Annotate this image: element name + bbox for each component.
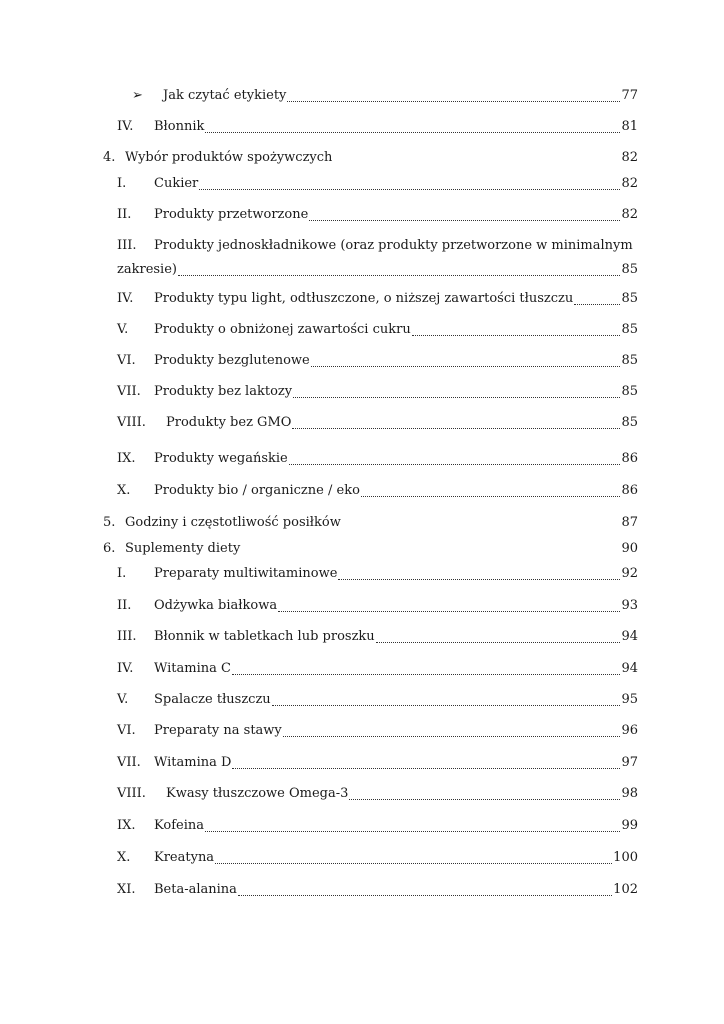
dot-leader [215,863,612,864]
toc-entry[interactable] [117,661,638,679]
toc-entry[interactable] [117,882,638,900]
entry-number: V. [117,322,129,337]
dot-leader [349,799,620,800]
entry-page-number: 87 [621,515,638,530]
entry-number: VI. [117,723,136,738]
entry-number: III. [117,629,137,644]
dot-leader [205,132,620,133]
toc-entry[interactable] [117,598,638,616]
entry-number: X. [117,850,131,865]
entry-page-number: 93 [621,598,638,613]
entry-page-number: 92 [621,566,638,581]
entry-title: Produkty bez GMO [166,415,292,430]
entry-number: VIII. [117,415,146,430]
entry-number: V. [117,692,129,707]
entry-title: Witamina C [154,661,231,676]
entry-page-number: 94 [621,661,638,676]
entry-number: VII. [117,755,141,770]
entry-title: Produkty wegańskie [154,451,288,466]
dot-leader [199,189,620,190]
toc-entry[interactable] [117,850,638,868]
entry-number: I. [117,566,127,581]
entry-title: Błonnik [154,119,205,134]
toc-chapter-entry[interactable] [103,515,638,533]
entry-title: Odżywka białkowa [154,598,278,613]
toc-entry[interactable] [117,384,638,402]
entry-number: VI. [117,353,136,368]
dot-leader [338,579,620,580]
entry-number: IV. [117,291,134,306]
toc-entry[interactable] [117,451,638,469]
toc-entry[interactable] [117,566,638,584]
entry-page-number: 86 [621,451,638,466]
toc-entry[interactable] [117,483,638,501]
entry-page-number: 96 [621,723,638,738]
entry-number: 5. [103,515,116,530]
entry-page-number: 85 [621,322,638,337]
toc-entry[interactable] [117,723,638,741]
entry-number: 4. [103,150,116,165]
dot-leader [205,831,620,832]
toc-entry[interactable] [117,818,638,836]
entry-title: Błonnik w tabletkach lub proszku [154,629,375,644]
toc-entry[interactable] [117,322,638,340]
dot-leader [289,464,621,465]
entry-title: Jak czytać etykiety [163,88,287,103]
entry-page-number: 85 [621,415,638,430]
toc-entry[interactable] [117,755,638,773]
entry-title: Kofeina [154,818,204,833]
entry-title: Produkty jednoskładnikowe (oraz produkty przetworzone w minimalnym [154,238,633,253]
dot-leader [311,366,621,367]
entry-page-number: 100 [613,850,638,865]
entry-title-continued: zakresie) [117,262,177,277]
entry-page-number: 90 [621,541,638,556]
entry-title: Produkty bio / organiczne / eko [154,483,360,498]
entry-title: Preparaty na stawy [154,723,282,738]
toc-entry[interactable] [117,291,638,309]
arrow-bullet-icon: ➢ [132,88,143,103]
toc-entry[interactable] [117,415,638,433]
dot-leader [361,496,621,497]
entry-number: II. [117,207,132,222]
toc-entry[interactable] [117,692,638,710]
dot-leader [272,705,621,706]
entry-title: Cukier [154,176,199,191]
entry-page-number: 85 [621,291,638,306]
dot-leader [278,611,620,612]
dot-leader [178,275,620,276]
entry-number: VIII. [117,786,146,801]
dot-leader [283,736,621,737]
entry-number: II. [117,598,132,613]
entry-page-number: 81 [621,119,638,134]
toc-entry[interactable] [117,238,638,280]
entry-number: III. [117,238,137,253]
entry-title: Wybór produktów spożywczych [125,150,333,165]
dot-leader [292,428,620,429]
entry-page-number: 97 [621,755,638,770]
toc-entry[interactable] [117,629,638,647]
entry-number: 6. [103,541,116,556]
entry-page-number: 82 [621,207,638,222]
toc-entry[interactable] [117,119,638,137]
entry-page-number: 102 [613,882,638,897]
entry-page-number: 82 [621,150,638,165]
toc-chapter-entry[interactable] [103,541,638,559]
entry-number: IX. [117,818,136,833]
dot-leader [412,335,621,336]
toc-entry[interactable] [132,88,638,106]
entry-title: Produkty typu light, odtłuszczone, o niższej zawartości tłuszczu [154,291,574,306]
entry-title: Produkty bezglutenowe [154,353,310,368]
entry-page-number: 77 [621,88,638,103]
entry-page-number: 99 [621,818,638,833]
entry-title: Produkty bez laktozy [154,384,293,399]
entry-title: Beta-alanina [154,882,237,897]
dot-leader [232,674,621,675]
entry-title: Produkty przetworzone [154,207,309,222]
dot-leader [287,101,620,102]
toc-entry[interactable] [117,176,638,194]
dot-leader [309,220,620,221]
entry-number: IV. [117,661,134,676]
entry-title: Kwasy tłuszczowe Omega-3 [166,786,349,801]
toc-entry[interactable] [117,353,638,371]
entry-title: Preparaty multiwitaminowe [154,566,338,581]
entry-page-number: 98 [621,786,638,801]
entry-number: X. [117,483,131,498]
dot-leader [574,304,620,305]
entry-title: Kreatyna [154,850,215,865]
dot-leader [376,642,621,643]
entry-title: Witamina D [154,755,232,770]
entry-title: Suplementy diety [125,541,241,556]
entry-page-number: 85 [621,262,638,277]
entry-page-number: 85 [621,384,638,399]
dot-leader [238,895,612,896]
entry-page-number: 85 [621,353,638,368]
dot-leader [293,397,620,398]
entry-number: XI. [117,882,136,897]
toc-chapter-entry[interactable] [103,150,638,168]
entry-page-number: 82 [621,176,638,191]
entry-number: IX. [117,451,136,466]
dot-leader [232,768,620,769]
entry-number: I. [117,176,127,191]
entry-page-number: 86 [621,483,638,498]
entry-title: Spalacze tłuszczu [154,692,271,707]
entry-title: Produkty o obniżonej zawartości cukru [154,322,411,337]
entry-page-number: 95 [621,692,638,707]
toc-entry[interactable] [117,786,638,804]
entry-title: Godziny i częstotliwość posiłków [125,515,341,530]
entry-number: IV. [117,119,134,134]
entry-number: VII. [117,384,141,399]
toc-entry[interactable] [117,207,638,225]
entry-page-number: 94 [621,629,638,644]
